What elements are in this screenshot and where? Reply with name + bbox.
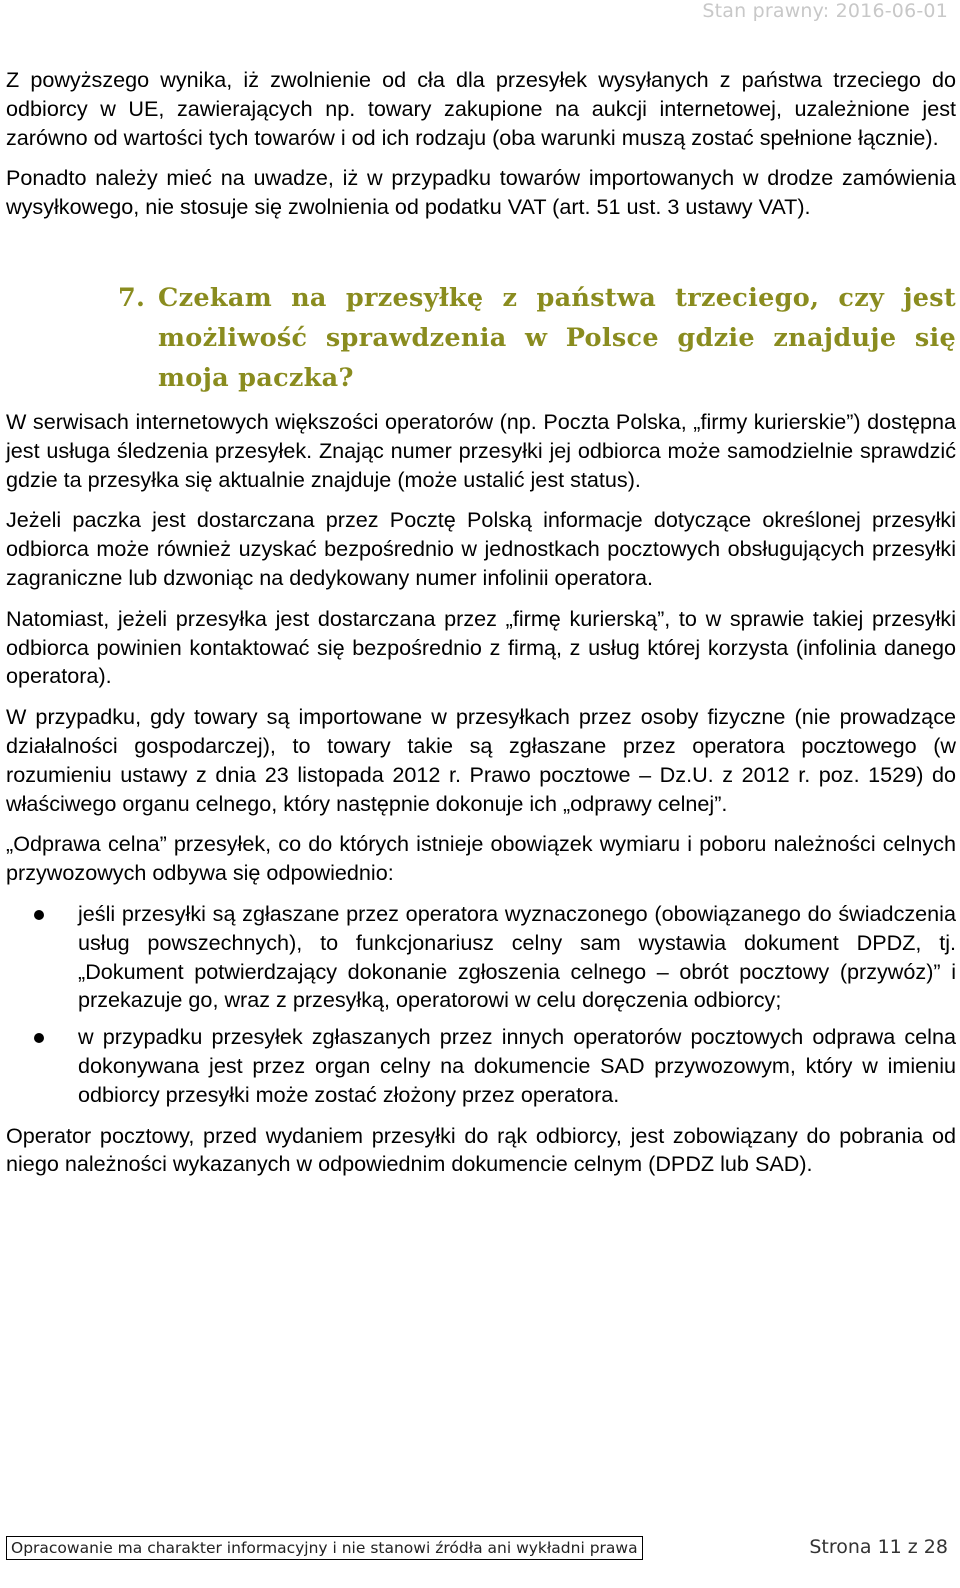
paragraph: Natomiast, jeżeli przesyłka jest dostarczana przez „firmę kurierską”, to w sprawie takiej przesyłki odbiorca powinien kontaktować się bezpośrednio z firmą, z usług której korzysta (infolinia danego operatora).	[6, 605, 956, 689]
document-body	[6, 66, 956, 1191]
section-heading	[118, 278, 956, 398]
paragraph: „Odprawa celna” przesyłek, co do których istnieje obowiązek wymiaru i poboru należności celnych przywozowych odbywa się odpowiednio:	[6, 831, 956, 886]
paragraph: W serwisach internetowych większości operatorów (np. Poczta Polska, „firmy kurierskie”) dostępna jest usługa śledzenia przesyłek. Znając numer przesyłki jej odbiorca może samodzielnie sprawdzić gdzie ta przesyłka się aktualnie znajduje (może ustalić jest status).	[6, 408, 956, 492]
paragraph: Operator pocztowy, przed wydaniem przesyłki do rąk odbiorcy, jest zobowiązany do pobrania od niego należności wykazanych w odpowiednim dokumencie celnym (DPDZ lub SAD).	[6, 1122, 956, 1177]
list-item	[6, 1023, 956, 1109]
list-item	[6, 900, 956, 1015]
paragraph: W przypadku, gdy towary są importowane w przesyłkach przez osoby fizyczne (nie prowadzące działalności gospodarczej), to towary takie są zgłaszane przez operatora pocztowego (w rozumieniu ustawy z dnia 23 listopada 2012 r. Prawo pocztowe – Dz.U. z 2012 r. poz. 1529) do właściwego organu celnego, który następnie dokonuje ich „odprawy celnej”.	[6, 704, 956, 816]
paragraph: Ponadto należy mieć na uwadze, iż w przypadku towarów importowanych w drodze zamówienia wysyłkowego, nie stosuje się zwolnienia od podatku VAT (art. 51 ust. 3 ustawy VAT).	[6, 165, 956, 220]
paragraph: Jeżeli paczka jest dostarczana przez Pocztę Polską informacje dotyczące określonej przesyłki odbiorca może również uzyskać bezpośrednio w jednostkach pocztowych obsługujących przesyłki zagraniczne lub dzwoniąc na dedykowany numer infolinii operatora.	[6, 507, 956, 590]
legal-status-stamp: Stan prawny: 2016-06-01	[702, 0, 948, 22]
section-title: Czekam na przesyłkę z państwa trzeciego, czy jest możliwość sprawdzenia w Polsce gdzie znajduje się moja paczka?	[158, 282, 956, 393]
list-item-text: w przypadku przesyłek zgłaszanych przez innych operatorów pocztowych odprawa celna dokonywana jest przez organ celny na dokumencie SAD przywozowym, który w imieniu odbiorcy przesyłki może zostać złożony przez operatora.	[78, 1024, 956, 1107]
paragraph: Z powyższego wynika, iż zwolnienie od cła dla przesyłek wysyłanych z państwa trzeciego do odbiorcy w UE, zawierających np. towary zakupione na aukcji internetowej, uzależnione jest zarówno od wartości tych towarów i od ich rodzaju (oba warunki muszą zostać spełnione łącznie).	[6, 67, 956, 150]
bullet-icon	[34, 1033, 44, 1043]
page-number: Strona 11 z 28	[809, 1536, 948, 1558]
bullet-list	[6, 900, 956, 1110]
page-footer	[0, 1534, 960, 1566]
disclaimer-note: Opracowanie ma charakter informacyjny i nie stanowi źródła ani wykładni prawa	[6, 1536, 643, 1560]
section-number: 7.	[118, 282, 146, 313]
list-item-text: jeśli przesyłki są zgłaszane przez operatora wyznaczonego (obowiązanego do świadczenia usług powszechnych), to funkcjonariusz celny sam wystawia dokument DPDZ, tj. „Dokument potwierdzający dokonanie zgłoszenia celnego – obrót pocztowy (przywóz)” i przekazuje go, wraz z przesyłką, operatorowi w celu doręczenia odbiorcy;	[78, 900, 956, 1013]
bullet-icon	[34, 910, 44, 920]
